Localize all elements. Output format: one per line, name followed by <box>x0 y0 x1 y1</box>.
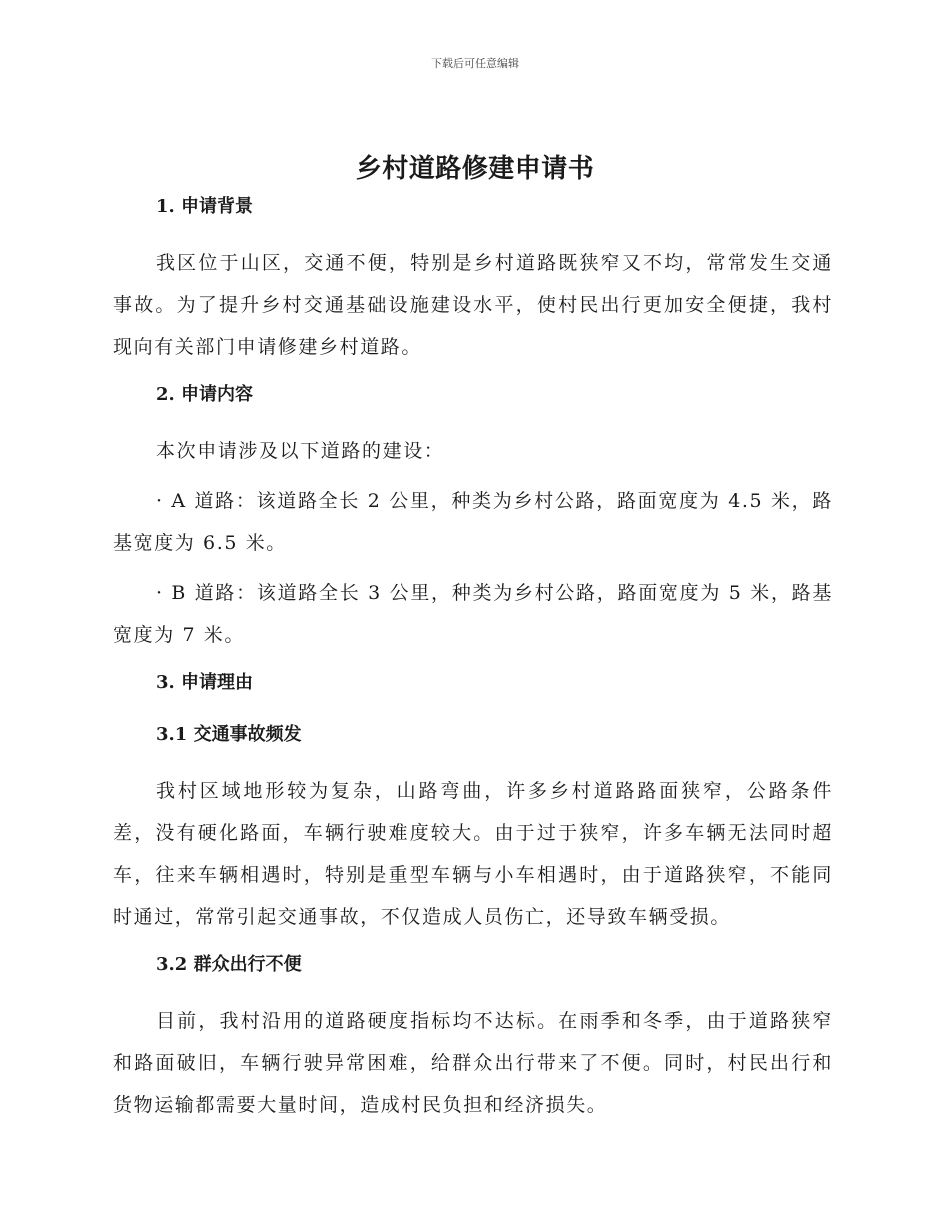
paragraph-travel: 目前，我村沿用的道路硬度指标均不达标。在雨季和冬季，由于道路狭窄和路面破旧，车辆行驶异常困难，给群众出行带来了不便。同时，村民出行和货物运输都需要大量时间，造成村民负担和经济损失。 <box>113 1010 833 1116</box>
document-title: 乡村道路修建申请书 <box>355 154 595 184</box>
list-item-road-b: · B 道路：该道路全长 3 公里，种类为乡村公路，路面宽度为 5 米，路基宽度为 7 米。 <box>113 582 833 646</box>
section-heading-background: 1. 申请背景 <box>156 196 254 217</box>
header-note: 下载后可任意编辑 <box>431 57 519 70</box>
paragraph-background: 我区位于山区，交通不便，特别是乡村道路既狭窄又不均，常常发生交通事故。为了提升乡村交通基础设施建设水平，使村民出行更加安全便捷，我村现向有关部门申请修建乡村道路。 <box>113 252 833 358</box>
section-heading-content: 2. 申请内容 <box>156 384 254 405</box>
subsection-heading-travel: 3.2 群众出行不便 <box>156 954 302 975</box>
list-item-road-a: · A 道路：该道路全长 2 公里，种类为乡村公路，路面宽度为 4.5 米，路基宽度为 6.5 米。 <box>113 490 833 554</box>
subsection-heading-accidents: 3.1 交通事故频发 <box>156 724 302 745</box>
paragraph-content-intro: 本次申请涉及以下道路的建设： <box>156 440 445 462</box>
section-heading-reasons: 3. 申请理由 <box>156 672 254 693</box>
document-body <box>113 190 833 1136</box>
paragraph-accidents: 我村区域地形较为复杂，山路弯曲，许多乡村道路路面狭窄，公路条件差，没有硬化路面，车辆行驶难度较大。由于过于狭窄，许多车辆无法同时超车，往来车辆相遇时，特别是重型车辆与小车相遇时，由于道路狭窄，不能同时通过，常常引起交通事故，不仅造成人员伤亡，还导致车辆受损。 <box>113 780 833 928</box>
